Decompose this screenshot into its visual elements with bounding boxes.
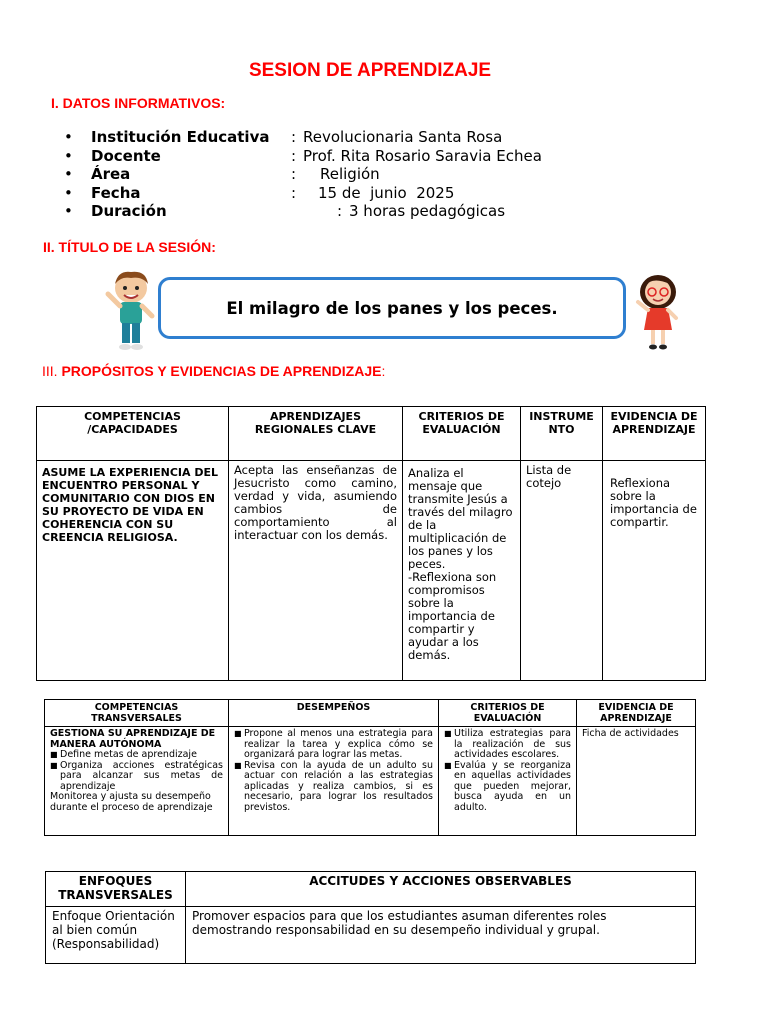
header-evidencia: EVIDENCIA DE APRENDIZAJE bbox=[603, 407, 706, 461]
table-header-row bbox=[45, 700, 696, 727]
cell-accion: Promover espacios para que los estudiantes asuman diferentes roles demostrando responsabilidad en su desempeño individual y grupal. bbox=[186, 907, 696, 964]
boy-illustration bbox=[104, 268, 158, 352]
cell-desempenos: ■ Propone al menos una estrategia para realizar la tarea y explica cómo se organizará para lograr las metas. ■ Revisa con la ayuda de un adulto su actuar con relación a las estrategias aplicadas y realiza cambios, si es necesario, para lograr los resultados previstos. bbox=[229, 727, 439, 836]
document-title: SESION DE APRENDIZAJE bbox=[248, 60, 492, 81]
cell-competencia-transversal: GESTIONA SU APRENDIZAJE DE MANERA AUTÓNOMA ■ Define metas de aprendizaje ■ Organiza acciones estratégicas para alcanzar sus metas de aprendizaje Monitorea y ajusta su desempeño durante el proceso de aprendizaje bbox=[45, 727, 229, 836]
header-competencias: COMPETENCIAS /CAPACIDADES bbox=[37, 407, 229, 461]
cell-evidencia: Reflexiona sobre la importancia de compartir. bbox=[603, 461, 706, 681]
cell-aprendizaje: Acepta las enseñanzas de Jesucristo como camino, verdad y vida, asumiendo cambios de comportamiento al interactuar con los demás. bbox=[229, 461, 403, 681]
cell-enfoque: Enfoque Orientación al bien común (Responsabilidad) bbox=[46, 907, 186, 964]
cell-criterios: Analiza el mensaje que transmite Jesús a través del milagro de la multiplicación de los panes y los peces. -Reflexiona son compromisos sobre la importancia de compartir y ayudar a los demás. bbox=[403, 461, 521, 681]
table-row bbox=[46, 907, 696, 964]
cell-instrumento: Lista de cotejo bbox=[521, 461, 603, 681]
cell-evidencia-transversal: Ficha de actividades bbox=[577, 727, 696, 836]
section-propositos: III. PROPÓSITOS Y EVIDENCIAS DE APRENDIZAJE: bbox=[42, 363, 386, 379]
header-desempenos: DESEMPEÑOS bbox=[229, 700, 439, 727]
header-evidencia: EVIDENCIA DE APRENDIZAJE bbox=[577, 700, 696, 727]
section-datos-informativos: I. DATOS INFORMATIVOS: bbox=[51, 95, 226, 111]
girl-illustration bbox=[632, 270, 682, 352]
header-enfoques: ENFOQUES TRANSVERSALES bbox=[46, 872, 186, 907]
enfoques-table bbox=[45, 871, 696, 964]
header-aprendizajes: APRENDIZAJES REGIONALES CLAVE bbox=[229, 407, 403, 461]
header-criterios: CRITERIOS DE EVALUACIÓN bbox=[439, 700, 577, 727]
section-titulo-sesion: II. TÍTULO DE LA SESIÓN: bbox=[43, 239, 216, 255]
table-row bbox=[45, 727, 696, 836]
propositos-table bbox=[36, 406, 706, 681]
session-title-box: El milagro de los panes y los peces. bbox=[158, 277, 626, 339]
table-header-row bbox=[46, 872, 696, 907]
transversales-table bbox=[44, 699, 696, 836]
header-criterios: CRITERIOS DE EVALUACIÓN bbox=[403, 407, 521, 461]
table-row bbox=[37, 461, 706, 681]
table-header-row bbox=[37, 407, 706, 461]
cell-competencia: ASUME LA EXPERIENCIA DEL ENCUENTRO PERSONAL Y COMUNITARIO CON DIOS EN SU PROYECTO DE VIDA EN COHERENCIA CON SU CREENCIA RELIGIOSA. bbox=[37, 461, 229, 681]
header-instrumento: INSTRUMENTO bbox=[521, 407, 603, 461]
cell-criterios-transversales: ■ Utiliza estrategias para la realización de sus actividades escolares. ■ Evalúa y se reorganiza en aquellas actividades que pueden mejorar, busca ayuda en un adulto. bbox=[439, 727, 577, 836]
header-acciones: ACCITUDES Y ACCIONES OBSERVABLES bbox=[186, 872, 696, 907]
header-competencias-transversales: COMPETENCIAS TRANSVERSALES bbox=[45, 700, 229, 727]
